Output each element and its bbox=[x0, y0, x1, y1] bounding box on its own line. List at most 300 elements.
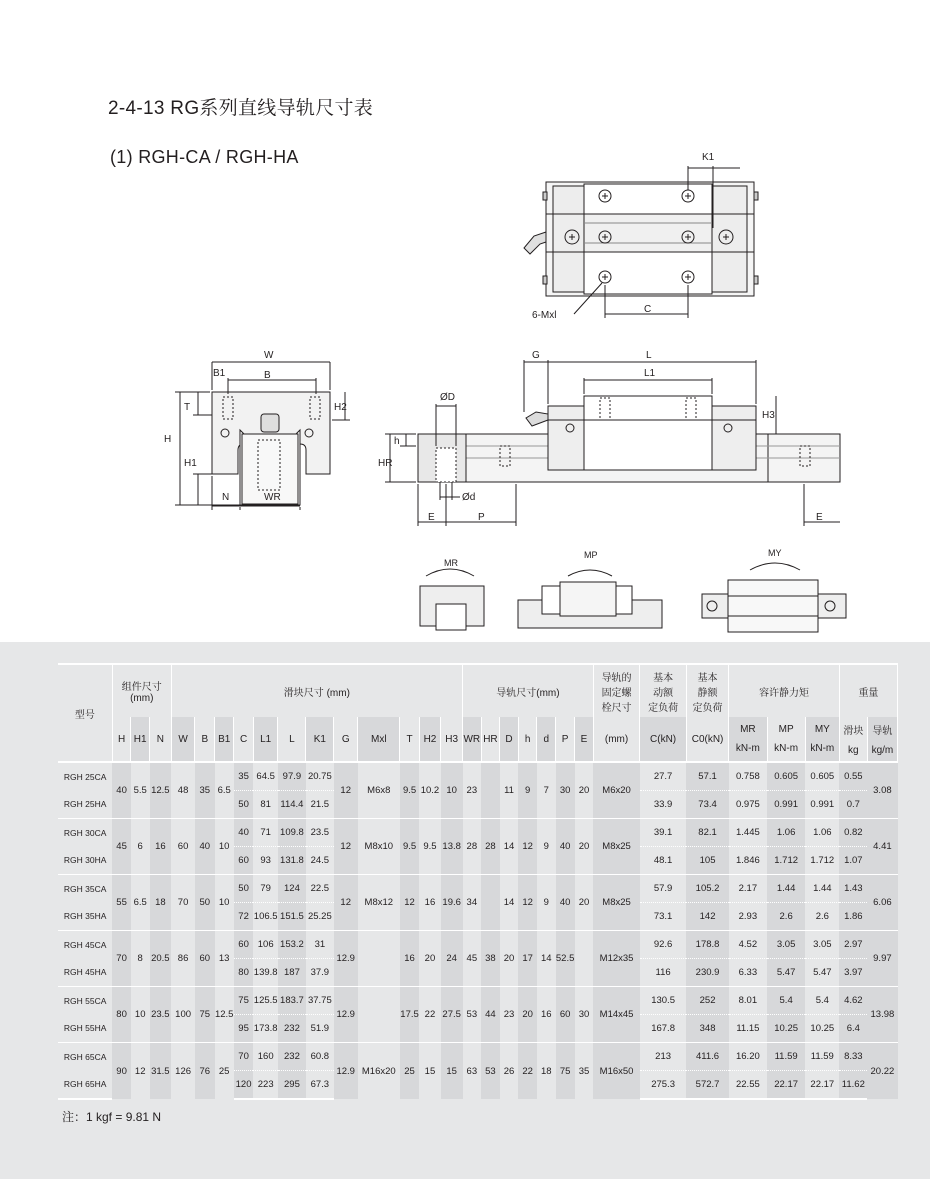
table-cell: 1.445 bbox=[729, 819, 767, 847]
header-col: d bbox=[537, 717, 556, 762]
table-cell: 30 bbox=[575, 987, 594, 1043]
table-cell: 12.9 bbox=[334, 987, 358, 1043]
label-w: W bbox=[264, 350, 274, 361]
table-cell: 12 bbox=[334, 875, 358, 931]
table-cell: M8x25 bbox=[593, 819, 640, 875]
table-cell: 48 bbox=[171, 762, 195, 819]
table-cell: 10 bbox=[215, 819, 234, 875]
table-cell: 51.9 bbox=[306, 1015, 334, 1043]
table-cell: 1.712 bbox=[767, 847, 805, 875]
label-g: G bbox=[532, 350, 540, 361]
table-cell: 295 bbox=[278, 1071, 306, 1100]
table-cell: M6x8 bbox=[358, 762, 400, 819]
header-col: P bbox=[556, 717, 575, 762]
model-cell: RGH 30CA bbox=[58, 819, 112, 847]
table-cell: 142 bbox=[686, 903, 728, 931]
header-assembly: 组件尺寸 (mm) bbox=[112, 664, 171, 717]
table-cell: 2.6 bbox=[767, 903, 805, 931]
table-cell: 167.8 bbox=[640, 1015, 687, 1043]
header-col: N bbox=[150, 717, 172, 762]
table-cell: 2.97 bbox=[839, 931, 867, 959]
model-cell: RGH 45CA bbox=[58, 931, 112, 959]
table-cell: 223 bbox=[253, 1071, 278, 1100]
header-col: HR bbox=[481, 717, 500, 762]
table-row bbox=[58, 931, 898, 959]
table-cell: 24.5 bbox=[306, 847, 334, 875]
label-h1: H1 bbox=[184, 458, 197, 469]
table-cell: 18 bbox=[150, 875, 172, 931]
header-col-unit: kg bbox=[848, 745, 859, 756]
label-e-left: E bbox=[428, 512, 435, 523]
label-e-right: E bbox=[816, 512, 823, 523]
table-cell: 23.5 bbox=[306, 819, 334, 847]
table-cell: 40 bbox=[234, 819, 254, 847]
header-col: B bbox=[195, 717, 215, 762]
label-wr: WR bbox=[264, 492, 281, 503]
table-cell: 232 bbox=[278, 1015, 306, 1043]
table-cell: 95 bbox=[234, 1015, 254, 1043]
table-cell: 44 bbox=[481, 987, 500, 1043]
table-cell: 40 bbox=[556, 819, 575, 875]
header-col: WR bbox=[463, 717, 482, 762]
table-cell: 125.5 bbox=[253, 987, 278, 1015]
table-cell: 411.6 bbox=[686, 1043, 728, 1071]
table-cell: 72 bbox=[234, 903, 254, 931]
table-cell bbox=[481, 875, 500, 931]
table-cell: 5.4 bbox=[767, 987, 805, 1015]
table-cell: 22 bbox=[419, 987, 441, 1043]
table-cell: 11.62 bbox=[839, 1071, 867, 1100]
table-cell: 1.712 bbox=[805, 847, 839, 875]
table-cell: 4.52 bbox=[729, 931, 767, 959]
table-cell: 27.7 bbox=[640, 762, 687, 791]
table-cell: 50 bbox=[234, 791, 254, 819]
table-cell: 9 bbox=[537, 819, 556, 875]
table-cell: 0.82 bbox=[839, 819, 867, 847]
table-cell: 105 bbox=[686, 847, 728, 875]
front-view bbox=[175, 362, 350, 510]
table-cell: 13 bbox=[215, 931, 234, 987]
table-cell: 348 bbox=[686, 1015, 728, 1043]
table-cell: 11.15 bbox=[729, 1015, 767, 1043]
table-cell: 55 bbox=[112, 875, 131, 931]
table-cell: 38 bbox=[481, 931, 500, 987]
table-cell: 70 bbox=[112, 931, 131, 987]
table-cell: 173.8 bbox=[253, 1015, 278, 1043]
table-cell: 10.2 bbox=[419, 762, 441, 819]
label-n: N bbox=[222, 492, 230, 503]
table-cell: 75 bbox=[234, 987, 254, 1015]
table-cell: 232 bbox=[278, 1043, 306, 1071]
header-col: B1 bbox=[215, 717, 234, 762]
table-cell: 151.5 bbox=[278, 903, 306, 931]
table-cell: 5.47 bbox=[767, 959, 805, 987]
table-cell: 30 bbox=[556, 762, 575, 819]
table-cell: 12.5 bbox=[215, 987, 234, 1043]
table-cell: 7 bbox=[537, 762, 556, 819]
table-cell: 6.06 bbox=[867, 875, 897, 931]
header-col: K1 bbox=[306, 717, 334, 762]
table-cell: M8x12 bbox=[358, 875, 400, 931]
label-l: L bbox=[646, 350, 652, 361]
table-cell: 60 bbox=[195, 931, 215, 987]
table-cell: 90 bbox=[112, 1043, 131, 1100]
table-cell: 17 bbox=[518, 931, 537, 987]
table-cell: 131.8 bbox=[278, 847, 306, 875]
table-cell: 1.846 bbox=[729, 847, 767, 875]
table-cell: 80 bbox=[112, 987, 131, 1043]
table-cell: 21.5 bbox=[306, 791, 334, 819]
header-moment: 容许静力矩 bbox=[729, 664, 840, 717]
label-od-big: ØD bbox=[440, 392, 455, 403]
table-cell: 25 bbox=[400, 1043, 419, 1100]
table-cell: 18 bbox=[537, 1043, 556, 1100]
table-cell: M8x10 bbox=[358, 819, 400, 875]
table-cell: 124 bbox=[278, 875, 306, 903]
table-cell: 20 bbox=[575, 875, 594, 931]
table-cell: 37.9 bbox=[306, 959, 334, 987]
table-cell: 60 bbox=[556, 987, 575, 1043]
table-cell: 25 bbox=[215, 1043, 234, 1100]
table-cell: 12.9 bbox=[334, 931, 358, 987]
table-cell: 25.25 bbox=[306, 903, 334, 931]
model-cell: RGH 25HA bbox=[63, 799, 107, 810]
table-cell: 0.975 bbox=[729, 791, 767, 819]
table-row bbox=[58, 762, 898, 791]
table-cell: 20 bbox=[500, 931, 519, 987]
table-cell: 24 bbox=[441, 931, 463, 987]
table-cell: 20.22 bbox=[867, 1043, 897, 1100]
table-cell: M6x20 bbox=[593, 762, 640, 819]
table-cell: 1.06 bbox=[805, 819, 839, 847]
label-b1: B1 bbox=[213, 368, 226, 379]
table-cell: 28 bbox=[463, 819, 482, 875]
header-col: H3 bbox=[441, 717, 463, 762]
table-cell: 70 bbox=[171, 875, 195, 931]
table-cell: 106.5 bbox=[253, 903, 278, 931]
header-col: L bbox=[278, 717, 306, 762]
table-cell: 0.605 bbox=[805, 762, 839, 791]
table-cell: 9.5 bbox=[419, 819, 441, 875]
table-cell: 15 bbox=[419, 1043, 441, 1100]
table-cell: 22 bbox=[518, 1043, 537, 1100]
table-cell: M16x20 bbox=[358, 1043, 400, 1100]
table-cell: 31 bbox=[306, 931, 334, 959]
header-col: H2 bbox=[419, 717, 441, 762]
table-cell: 0.758 bbox=[729, 762, 767, 791]
table-cell: 16.20 bbox=[729, 1043, 767, 1071]
table-cell: 63 bbox=[463, 1043, 482, 1100]
table-cell: 8.33 bbox=[839, 1043, 867, 1071]
table-cell: 48.1 bbox=[640, 847, 687, 875]
table-cell: 572.7 bbox=[686, 1071, 728, 1100]
table-cell: 126 bbox=[171, 1043, 195, 1100]
table-cell: 22.5 bbox=[306, 875, 334, 903]
spec-table bbox=[58, 663, 898, 1100]
table-cell: 9 bbox=[537, 875, 556, 931]
table-cell: 1.43 bbox=[839, 875, 867, 903]
table-cell: 3.97 bbox=[839, 959, 867, 987]
table-cell bbox=[358, 931, 400, 987]
header-col-label: MP bbox=[778, 724, 794, 735]
table-cell: 114.4 bbox=[278, 791, 306, 819]
table-cell: 0.7 bbox=[839, 791, 867, 819]
table-cell: 139.8 bbox=[253, 959, 278, 987]
table-cell: 14 bbox=[500, 875, 519, 931]
table-cell: M8x25 bbox=[593, 875, 640, 931]
table-cell: M12x35 bbox=[593, 931, 640, 987]
table-cell: 20 bbox=[518, 987, 537, 1043]
table-cell: 0.991 bbox=[767, 791, 805, 819]
table-cell: 60 bbox=[234, 847, 254, 875]
table-cell: 20.5 bbox=[150, 931, 172, 987]
table-cell: M14x45 bbox=[593, 987, 640, 1043]
header-col-unit: kN-m bbox=[810, 743, 835, 754]
table-cell: 17.5 bbox=[400, 987, 419, 1043]
table-cell: 86 bbox=[171, 931, 195, 987]
table-cell bbox=[575, 931, 594, 987]
table-cell: 12 bbox=[334, 762, 358, 819]
table-cell: 4.62 bbox=[839, 987, 867, 1015]
table-cell: 4.41 bbox=[867, 819, 897, 875]
table-cell: 187 bbox=[278, 959, 306, 987]
table-cell: 3.08 bbox=[867, 762, 897, 819]
table-cell: 3.05 bbox=[767, 931, 805, 959]
label-hr: HR bbox=[378, 458, 393, 469]
table-cell: 1.06 bbox=[767, 819, 805, 847]
label-mxl: 6-Mxl bbox=[532, 310, 557, 321]
table-cell: 116 bbox=[640, 959, 687, 987]
header-col: Mxl bbox=[358, 717, 400, 762]
table-cell: 9.97 bbox=[867, 931, 897, 987]
table-cell: 71 bbox=[253, 819, 278, 847]
table-cell: 28 bbox=[481, 819, 500, 875]
table-cell: 35 bbox=[195, 762, 215, 819]
table-cell: 2.17 bbox=[729, 875, 767, 903]
table-cell: 1.07 bbox=[839, 847, 867, 875]
table-cell: 6.4 bbox=[839, 1015, 867, 1043]
table-cell: 0.55 bbox=[839, 762, 867, 791]
header-col: E bbox=[575, 717, 594, 762]
header-col bbox=[767, 717, 805, 762]
table-cell: 75 bbox=[195, 987, 215, 1043]
label-b: B bbox=[264, 370, 271, 381]
table-cell: 93 bbox=[253, 847, 278, 875]
header-rail: 导轨尺寸(mm) bbox=[463, 664, 594, 717]
table-cell: 12 bbox=[400, 875, 419, 931]
table-cell: 6.5 bbox=[215, 762, 234, 819]
table-cell: 22.55 bbox=[729, 1071, 767, 1100]
table-cell: 105.2 bbox=[686, 875, 728, 903]
table-cell: 45 bbox=[463, 931, 482, 987]
table-cell: 106 bbox=[253, 931, 278, 959]
header-bolt: 导轨的 固定螺 栓尺寸 bbox=[593, 664, 640, 717]
table-cell: M16x50 bbox=[593, 1043, 640, 1100]
table-cell: 100 bbox=[171, 987, 195, 1043]
label-t: T bbox=[184, 402, 191, 413]
table-cell: 6 bbox=[131, 819, 150, 875]
table-cell: 6.33 bbox=[729, 959, 767, 987]
table-cell: 80 bbox=[234, 959, 254, 987]
table-cell: 35 bbox=[234, 762, 254, 791]
header-col: D bbox=[500, 717, 519, 762]
label-k1: K1 bbox=[702, 152, 715, 163]
table-cell: 6.5 bbox=[131, 875, 150, 931]
label-h: H bbox=[164, 434, 172, 445]
header-col: C bbox=[234, 717, 254, 762]
table-cell: 11.59 bbox=[805, 1043, 839, 1071]
model-cell: RGH 55HA bbox=[63, 1023, 107, 1034]
model-cell: RGH 30HA bbox=[63, 855, 107, 866]
table-cell: 34 bbox=[463, 875, 482, 931]
table-cell: 52.5 bbox=[556, 931, 575, 987]
table-cell: 22.17 bbox=[767, 1071, 805, 1100]
table-cell: 39.1 bbox=[640, 819, 687, 847]
model-cell: RGH 35HA bbox=[63, 911, 107, 922]
table-cell: 60.8 bbox=[306, 1043, 334, 1071]
header-col-unit: kN-m bbox=[735, 743, 760, 754]
table-cell: 67.3 bbox=[306, 1071, 334, 1100]
table-cell: 16 bbox=[400, 931, 419, 987]
table-cell: 53 bbox=[481, 1043, 500, 1100]
section-subtitle: (1) RGH-CA / RGH-HA bbox=[110, 147, 299, 167]
table-cell: 20 bbox=[575, 819, 594, 875]
table-cell: 1.44 bbox=[767, 875, 805, 903]
table-cell: 8.01 bbox=[729, 987, 767, 1015]
table-cell: 160 bbox=[253, 1043, 278, 1071]
table-cell: 14 bbox=[500, 819, 519, 875]
table-cell: 2.6 bbox=[805, 903, 839, 931]
table-cell: 13.98 bbox=[867, 987, 897, 1043]
header-col: G bbox=[334, 717, 358, 762]
table-cell: 64.5 bbox=[253, 762, 278, 791]
model-cell: RGH 55CA bbox=[58, 987, 112, 1015]
table-cell: 82.1 bbox=[686, 819, 728, 847]
label-mp: MP bbox=[584, 550, 598, 560]
table-cell: 45 bbox=[112, 819, 131, 875]
table-cell: 57.9 bbox=[640, 875, 687, 903]
table-cell: 13.8 bbox=[441, 819, 463, 875]
table-cell: 57.1 bbox=[686, 762, 728, 791]
header-col-unit: kg/m bbox=[871, 745, 894, 756]
table-cell: 275.3 bbox=[640, 1071, 687, 1100]
label-c: C bbox=[644, 304, 652, 315]
table-cell: 9.5 bbox=[400, 819, 419, 875]
table-cell: 5.5 bbox=[131, 762, 150, 819]
table-cell: 20 bbox=[419, 931, 441, 987]
table-cell: 75 bbox=[556, 1043, 575, 1100]
table-row bbox=[58, 987, 898, 1015]
table-cell: 12.5 bbox=[150, 762, 172, 819]
table-cell: 50 bbox=[195, 875, 215, 931]
table-cell: 23.5 bbox=[150, 987, 172, 1043]
table-cell: 60 bbox=[171, 819, 195, 875]
table-cell: 8 bbox=[131, 931, 150, 987]
table-cell: 9.5 bbox=[400, 762, 419, 819]
table-cell: 40 bbox=[112, 762, 131, 819]
table-row bbox=[58, 1043, 898, 1071]
header-col bbox=[805, 717, 839, 762]
label-my: MY bbox=[768, 548, 782, 558]
header-col: W bbox=[171, 717, 195, 762]
table-cell: 76 bbox=[195, 1043, 215, 1100]
table-cell bbox=[481, 762, 500, 819]
table-cell: 5.4 bbox=[805, 987, 839, 1015]
header-col: H1 bbox=[131, 717, 150, 762]
header-col: (mm) bbox=[593, 717, 640, 762]
header-col-label: 导轨 bbox=[872, 726, 893, 737]
table-cell: 73.4 bbox=[686, 791, 728, 819]
table-cell: 20 bbox=[575, 762, 594, 819]
table-row bbox=[58, 875, 898, 903]
table-cell: 15 bbox=[441, 1043, 463, 1100]
model-cell: RGH 35CA bbox=[58, 875, 112, 903]
header-col bbox=[867, 717, 897, 762]
table-cell: 2.93 bbox=[729, 903, 767, 931]
header-col: L1 bbox=[253, 717, 278, 762]
table-cell: 10 bbox=[441, 762, 463, 819]
table-cell: 31.5 bbox=[150, 1043, 172, 1100]
label-mr: MR bbox=[444, 558, 458, 568]
table-cell: 12 bbox=[518, 819, 537, 875]
table-cell: 12 bbox=[518, 875, 537, 931]
table-cell: 23 bbox=[500, 987, 519, 1043]
table-cell: 19.6 bbox=[441, 875, 463, 931]
model-cell: RGH 65CA bbox=[58, 1043, 112, 1071]
header-model: 型号 bbox=[58, 664, 112, 762]
table-cell: 130.5 bbox=[640, 987, 687, 1015]
table-cell: 23 bbox=[463, 762, 482, 819]
table-cell: 60 bbox=[234, 931, 254, 959]
label-l1: L1 bbox=[644, 368, 656, 379]
table-cell: 11.59 bbox=[767, 1043, 805, 1071]
header-col: T bbox=[400, 717, 419, 762]
table-cell: 50 bbox=[234, 875, 254, 903]
model-cell: RGH 25CA bbox=[58, 762, 112, 791]
header-col: C0(kN) bbox=[686, 717, 728, 762]
label-od-small: Ød bbox=[462, 492, 476, 503]
table-cell: 9 bbox=[518, 762, 537, 819]
table-cell: 153.2 bbox=[278, 931, 306, 959]
table-cell: 10.25 bbox=[805, 1015, 839, 1043]
table-row bbox=[58, 819, 898, 847]
model-cell: RGH 65HA bbox=[58, 1071, 112, 1100]
table-cell: 213 bbox=[640, 1043, 687, 1071]
table-cell: 73.1 bbox=[640, 903, 687, 931]
table-cell: 16 bbox=[537, 987, 556, 1043]
table-cell: 53 bbox=[463, 987, 482, 1043]
table-cell: 252 bbox=[686, 987, 728, 1015]
header-col-label: MY bbox=[814, 724, 830, 735]
header-col-unit: kN-m bbox=[774, 743, 799, 754]
table-cell bbox=[358, 987, 400, 1043]
header-block: 滑块尺寸 (mm) bbox=[171, 664, 462, 717]
label-h3: H3 bbox=[762, 410, 775, 421]
table-cell: 11 bbox=[500, 762, 519, 819]
table-cell: 230.9 bbox=[686, 959, 728, 987]
table-cell: 20.75 bbox=[306, 762, 334, 791]
label-p: P bbox=[478, 512, 485, 523]
table-cell: 37.75 bbox=[306, 987, 334, 1015]
header-col: h bbox=[518, 717, 537, 762]
table-cell: 5.47 bbox=[805, 959, 839, 987]
header-col bbox=[839, 717, 867, 762]
header-dynamic-load: 基本 动额 定负荷 bbox=[640, 664, 687, 717]
table-cell: 14 bbox=[537, 931, 556, 987]
table-cell: 35 bbox=[575, 1043, 594, 1100]
table-cell: 97.9 bbox=[278, 762, 306, 791]
page-title: 2-4-13 RG系列直线导轨尺寸表 bbox=[108, 98, 374, 119]
